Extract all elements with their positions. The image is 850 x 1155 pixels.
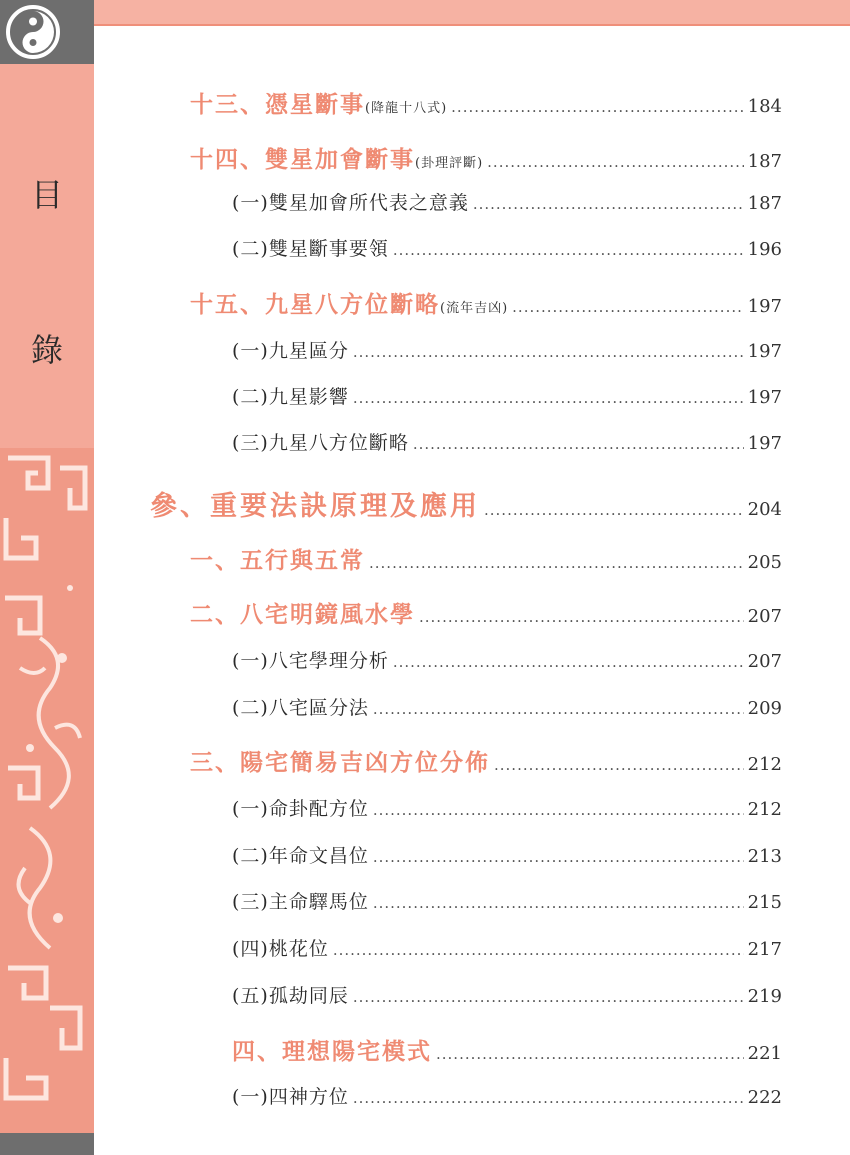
toc-entry-label: 十四、雙星加會斷事(卦理評斷) — [190, 146, 484, 173]
toc-entry-note: (卦理評斷) — [415, 156, 484, 171]
leader-dots — [419, 608, 744, 626]
leader-dots — [369, 554, 744, 572]
leader-dots — [451, 98, 743, 116]
toc-entry — [190, 596, 782, 629]
toc-entry — [190, 744, 782, 777]
leader-dots — [373, 848, 744, 866]
leader-dots — [373, 801, 744, 819]
leader-dots — [494, 756, 744, 774]
toc-entry-label: (二)九星影響 — [232, 386, 349, 408]
toc-entry-page: 222 — [747, 1087, 782, 1108]
toc-entry-label: 一、五行與五常 — [190, 547, 365, 574]
toc-entry — [232, 887, 782, 914]
leader-dots — [353, 389, 744, 407]
toc-entry — [232, 188, 782, 215]
toc-entry-page: 217 — [747, 939, 782, 960]
leader-dots — [393, 653, 744, 671]
leader-dots — [413, 435, 744, 453]
toc-entry-label: (二)雙星斷事要領 — [232, 238, 389, 260]
toc-entry — [232, 382, 782, 409]
toc-entry-page: 212 — [747, 754, 782, 775]
toc-entry-label: (二)八宅區分法 — [232, 697, 369, 719]
toc-entry-label: 三、陽宅簡易吉凶方位分佈 — [190, 749, 490, 776]
leader-dots — [333, 941, 744, 959]
sidebar-title-char-1: 目 — [30, 176, 63, 214]
leader-dots — [353, 988, 744, 1006]
leader-dots — [487, 153, 743, 171]
toc-entry — [190, 286, 782, 319]
toc-entry-note: (降龍十八式) — [365, 101, 448, 116]
toc-entry-page: 205 — [747, 552, 782, 573]
toc-entry-page: 184 — [747, 96, 782, 117]
toc-entry — [232, 646, 782, 673]
toc-entry — [190, 141, 782, 174]
toc-entry-page: 197 — [747, 296, 782, 317]
toc-entry-page: 219 — [747, 986, 782, 1007]
toc-entry-page: 213 — [747, 846, 782, 867]
toc-entry-page: 221 — [747, 1043, 782, 1064]
toc-entry — [232, 336, 782, 363]
leader-dots — [353, 1089, 744, 1107]
toc-entry-label: (三)九星八方位斷略 — [232, 432, 409, 454]
toc-entry-page: 207 — [747, 606, 782, 627]
toc-entry-page: 197 — [747, 433, 782, 454]
toc-entry-label: (一)雙星加會所代表之意義 — [232, 192, 469, 214]
toc-entry-page: 204 — [747, 499, 782, 520]
leader-dots — [373, 894, 744, 912]
toc-entry-page: 187 — [747, 193, 782, 214]
toc-entry-label: (一)九星區分 — [232, 340, 349, 362]
toc-entry-label: (一)八宅學理分析 — [232, 650, 389, 672]
toc-section-entry — [150, 484, 782, 523]
toc-entry — [232, 1033, 782, 1066]
toc-entry-page: 197 — [747, 387, 782, 408]
toc-entry-label: (三)主命驛馬位 — [232, 891, 369, 913]
toc-entry-page: 215 — [747, 892, 782, 913]
toc-entry-page: 187 — [747, 151, 782, 172]
toc-entry-label: (五)孤劫同辰 — [232, 985, 349, 1007]
toc-entry — [232, 934, 782, 961]
leader-dots — [512, 298, 743, 316]
leader-dots — [353, 343, 744, 361]
toc-entry-label: (四)桃花位 — [232, 938, 329, 960]
leader-dots — [393, 241, 744, 259]
toc-entry — [232, 234, 782, 261]
toc-entry-label: 十三、憑星斷事(降龍十八式) — [190, 91, 448, 118]
toc-entry-note: (流年吉凶) — [440, 301, 509, 316]
toc-entry-page: 197 — [747, 341, 782, 362]
toc-entry-label: (一)命卦配方位 — [232, 798, 369, 820]
toc-entry-label: 十五、九星八方位斷略(流年吉凶) — [190, 291, 509, 318]
toc-entry — [232, 841, 782, 868]
leader-dots — [436, 1045, 744, 1063]
toc-entry-label: 二、八宅明鏡風水學 — [190, 601, 415, 628]
toc-entry-page: 207 — [747, 651, 782, 672]
leader-dots — [373, 700, 744, 718]
toc-section-label: 參、重要法訣原理及應用 — [150, 491, 480, 522]
toc-entry — [232, 981, 782, 1008]
toc-entry — [232, 794, 782, 821]
leader-dots — [484, 501, 744, 519]
toc-entry-page: 212 — [747, 799, 782, 820]
toc-entry-label: (一)四神方位 — [232, 1086, 349, 1108]
toc-entry — [232, 1082, 782, 1109]
toc-entry — [190, 86, 782, 119]
toc-entry — [232, 428, 782, 455]
toc-entry-label: 四、理想陽宅模式 — [232, 1038, 432, 1065]
toc-entry-page: 196 — [747, 239, 782, 260]
leader-dots — [473, 195, 744, 213]
toc-entry — [190, 542, 782, 575]
sidebar-title-char-2: 錄 — [30, 331, 63, 369]
toc-entry-page: 209 — [747, 698, 782, 719]
toc-entry-label: (二)年命文昌位 — [232, 845, 369, 867]
toc-entry — [232, 693, 782, 720]
